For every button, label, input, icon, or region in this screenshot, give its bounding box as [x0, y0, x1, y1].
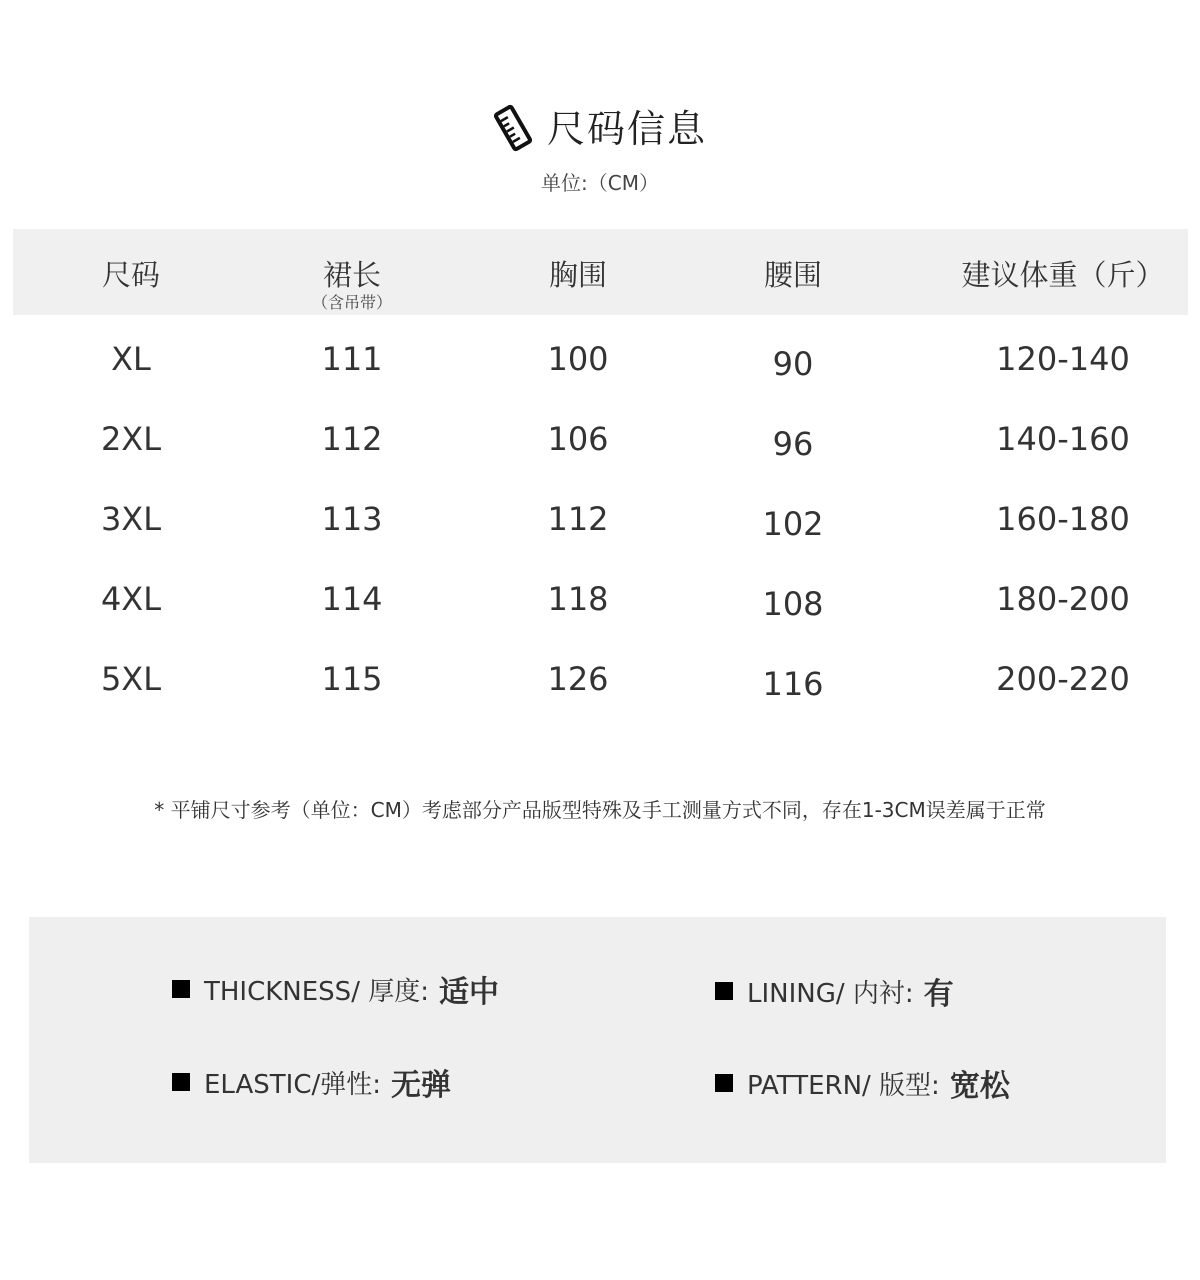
cell-bust: 106 [547, 420, 609, 458]
cell-waist: 102 [762, 505, 824, 543]
page-title: 尺码信息 [546, 107, 707, 151]
header-length: 裙长 （含吊带） [282, 229, 422, 315]
bullet-square-icon [172, 1073, 190, 1091]
cell-bust: 126 [547, 660, 609, 698]
property-lining [715, 969, 954, 1013]
cell-bust: 100 [547, 340, 609, 378]
property-value: 适中 [438, 975, 499, 1010]
bullet-square-icon [715, 1074, 733, 1092]
property-label: ELASTIC/弹性: [204, 1069, 382, 1100]
cell-bust: 118 [547, 580, 609, 618]
table-header [13, 229, 1188, 315]
table-body [13, 315, 1188, 719]
property-value: 有 [923, 977, 954, 1012]
cell-size: 2XL [100, 420, 162, 458]
cell-waist: 116 [762, 665, 824, 703]
cell-length: 115 [321, 660, 383, 698]
ruler-icon [493, 104, 533, 152]
cell-size: 4XL [100, 580, 162, 618]
table-row [13, 479, 1188, 559]
cell-waist: 96 [772, 425, 814, 463]
property-pattern [715, 1061, 1010, 1105]
cell-size: 3XL [100, 500, 162, 538]
cell-waist: 90 [772, 345, 814, 383]
measurement-note: * 平铺尺寸参考（单位：CM）考虑部分产品版型特殊及手工测量方式不同，存在1-3CM误差属于正常 [154, 798, 1046, 822]
bullet-square-icon [715, 982, 733, 1000]
unit-label: 单位:（CM） [541, 171, 659, 195]
cell-length: 114 [321, 580, 383, 618]
header-bust: 胸围 [548, 258, 607, 292]
header-length-sub: （含吊带） [311, 293, 392, 312]
property-value: 宽松 [949, 1069, 1010, 1104]
properties-panel [29, 917, 1166, 1163]
cell-waist: 108 [762, 585, 824, 623]
size-table [13, 229, 1188, 719]
table-row [13, 399, 1188, 479]
property-label: PATTERN/ 版型: [747, 1070, 940, 1101]
cell-length: 112 [321, 420, 383, 458]
cell-bust: 112 [547, 500, 609, 538]
cell-weight: 200-220 [996, 660, 1130, 698]
bullet-square-icon [172, 980, 190, 998]
title-area [0, 98, 1200, 153]
header-waist: 腰围 [763, 258, 822, 292]
property-elastic [172, 1060, 451, 1104]
cell-size: 5XL [100, 660, 162, 698]
header-weight: 建议体重（斤） [961, 258, 1165, 292]
cell-weight: 120-140 [996, 340, 1130, 378]
cell-weight: 140-160 [996, 420, 1130, 458]
table-row [13, 559, 1188, 639]
property-value: 无弹 [391, 1068, 452, 1103]
cell-size: XL [111, 340, 151, 378]
header-size: 尺码 [101, 258, 160, 292]
cell-weight: 160-180 [996, 500, 1130, 538]
cell-length: 113 [321, 500, 383, 538]
table-row [13, 319, 1188, 399]
table-row [13, 639, 1188, 719]
property-label: THICKNESS/ 厚度: [204, 976, 429, 1007]
property-label: LINING/ 内衬: [747, 978, 914, 1009]
cell-weight: 180-200 [996, 580, 1130, 618]
property-thickness [172, 967, 499, 1011]
cell-length: 111 [321, 340, 383, 378]
